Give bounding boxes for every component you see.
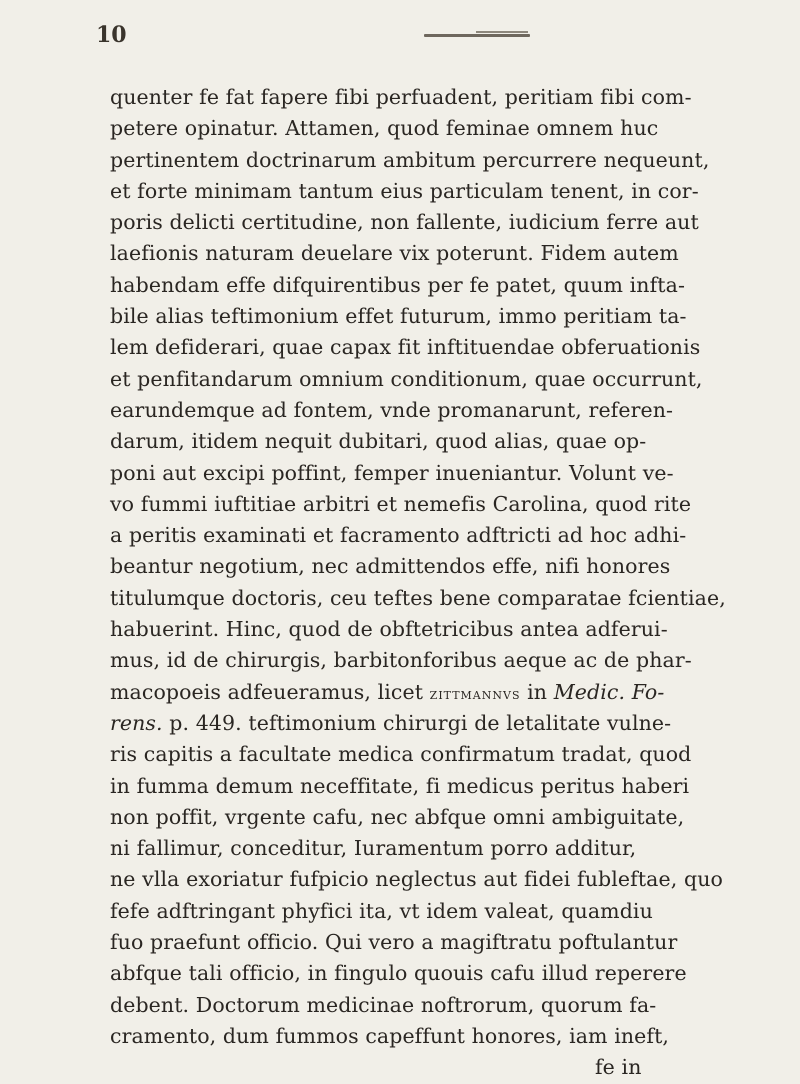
- text-line: laefionis naturam deuelare vix poterunt. Fidem autem: [110, 241, 679, 266]
- page-number: 10: [96, 22, 127, 48]
- text-span: in: [520, 679, 554, 704]
- text-line: cramento, dum fummos capeffunt honores, iam ineft,: [110, 1023, 670, 1048]
- text-line: habuerint. Hinc, quod de obftetricibus antea adferui-: [110, 617, 668, 642]
- header-rule-accent: [476, 31, 528, 33]
- text-span: p. 449. teftimonium chirurgi de letalitate vulne-: [162, 710, 672, 735]
- text-line: a peritis examinati et facramento adftricti ad hoc adhi-: [110, 523, 687, 548]
- text-line: in fumma demum neceffitate, fi medicus peritus haberi: [110, 773, 690, 798]
- text-line: poni aut excipi poffint, femper inueniantur. Volunt ve-: [110, 460, 674, 485]
- text-line: habendam effe difquirentibus per fe patet, quum infta-: [110, 272, 685, 297]
- text-line-citation: [110, 677, 790, 708]
- text-line: quenter fe fat fapere fibi perfuadent, peritiam fibi com-: [110, 85, 692, 109]
- text-span: macopoeis adfeueramus, licet: [110, 679, 430, 704]
- text-line: darum, itidem nequit dubitari, quod alias, quae op-: [110, 429, 647, 454]
- work-title: Medic. Fo-: [553, 679, 665, 704]
- text-line: non poffit, vrgente cafu, nec abfque omni ambiguitate,: [110, 804, 685, 829]
- text-line: fuo praefunt officio. Qui vero a magiftratu poftulantur: [110, 930, 678, 955]
- body-text: [110, 82, 790, 1084]
- text-line: earundemque ad fontem, vnde promanarunt, referen-: [110, 397, 674, 422]
- author-name: zittmannvs: [429, 683, 521, 703]
- text-line: vo fummi iuftitiae arbitri et nemefis Carolina, quod rite: [110, 491, 692, 516]
- text-line: et penfitandarum omnium conditionum, quae occurrunt,: [110, 366, 703, 391]
- text-line: ni fallimur, conceditur, Iuramentum porro additur,: [110, 836, 637, 861]
- text-line: abfque tali officio, in fingulo quouis cafu illud reperere: [110, 961, 687, 986]
- text-line: fefe adftringant phyfici ita, vt idem valeat, quamdiu: [110, 898, 653, 923]
- text-line: beantur negotium, nec admittendos effe, nifi honores: [110, 554, 671, 579]
- work-title: rens.: [110, 710, 163, 735]
- text-line: petere opinatur. Attamen, quod feminae omnem huc: [110, 116, 659, 141]
- header-rule: [424, 34, 530, 37]
- catchword: fe in: [595, 1055, 642, 1080]
- text-line: poris delicti certitudine, non fallente, iudicium ferre aut: [110, 210, 699, 235]
- text-line: bile alias teftimonium effet futurum, immo peritiam ta-: [110, 304, 687, 329]
- text-line: lem defiderari, quae capax fit inftituendae obferuationis: [110, 335, 701, 360]
- text-line: ne vlla exoriatur fufpicio neglectus aut fidei fubleftae, quo: [110, 867, 723, 892]
- text-line: debent. Doctorum medicinae noftrorum, quorum fa-: [110, 992, 657, 1017]
- text-line: titulumque doctoris, ceu teftes bene comparatae fcientiae,: [110, 585, 726, 610]
- text-line: pertinentem doctrinarum ambitum percurrere nequeunt,: [110, 147, 710, 172]
- text-line: mus, id de chirurgis, barbitonforibus aeque ac de phar-: [110, 648, 692, 673]
- text-line-citation: [110, 708, 790, 739]
- text-line: et forte minimam tantum eius particulam tenent, in cor-: [110, 178, 699, 203]
- text-line: ris capitis a facultate medica confirmatum tradat, quod: [110, 742, 692, 767]
